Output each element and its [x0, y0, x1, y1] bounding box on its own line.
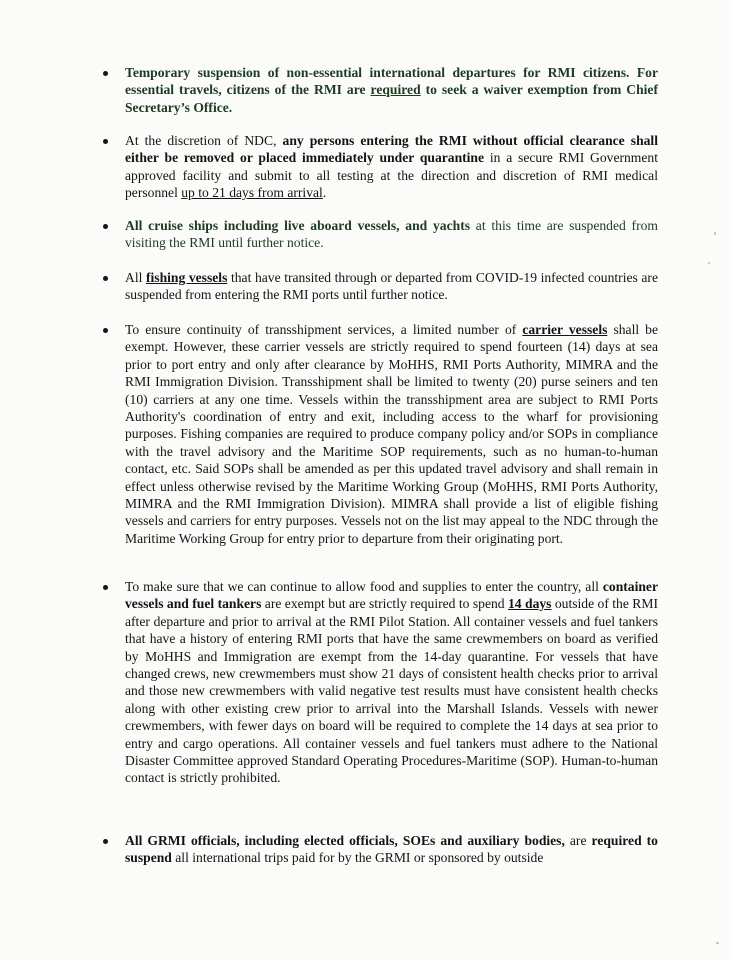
segment: required to suspend — [125, 833, 658, 866]
bullet-icon — [103, 839, 108, 844]
segment: are — [564, 833, 592, 848]
segment: at this time are suspended from visiting the RMI until further notice. — [125, 218, 658, 251]
segment: carrier vessels — [522, 322, 608, 337]
segment: any persons entering the RMI without official clearance shall either be removed or placed immediately under quarantine — [125, 133, 658, 166]
bullet-icon — [103, 328, 108, 333]
segment: outside of the RMI after departure and prior to arrival at the RMI Pilot Station. All container vessels and fuel tankers that have a history of entering RMI ports that have the same crewmembers on board as verified by MoHHS and Immigration are exempt from the 14-day quarantine. For vessels that have changed crews, new crewmembers must show 21 days of consistent health checks prior to arrival and those new crewmembers with valid negative test results must have consistent health checks along with other existing crew prior to arrival into the Marshall Islands. Vessels with newer crewmembers, with fewer days on board will be required to complete the 14 days at sea prior to entry and cargo operations. All container vessels and fuel tankers must adhere to the National Disaster Committee approved Standard Operating Procedures-Maritime (SOP). Human-to-human contact is strictly prohibited. — [125, 596, 658, 786]
segment: All cruise ships including live aboard vessels, and yachts — [125, 218, 471, 233]
segment: that have transited through or departed from COVID-19 infected countries are suspended from entering the RMI ports until further notice. — [125, 270, 658, 303]
scan-speck — [714, 232, 716, 235]
segment: To ensure continuity of transshipment services, a limited number of — [125, 322, 523, 337]
segment: All — [125, 270, 146, 285]
bullet-icon — [103, 585, 108, 590]
bullet-icon — [103, 71, 108, 76]
segment: To make sure that we can continue to allow food and supplies to enter the country, all — [125, 579, 603, 594]
bullet-item-unauthorized-entry — [125, 132, 658, 202]
scan-speck — [716, 942, 719, 944]
segment: container vessels and fuel tankers — [125, 579, 658, 612]
bullet-item-grmi-officials — [125, 832, 658, 867]
segment: up to 21 days from arrival — [181, 185, 323, 201]
segment: are exempt but are strictly required to spend — [261, 596, 508, 612]
segment: required — [370, 82, 421, 98]
segment: to seek a waiver exemption from Chief Secretary’s Office. — [125, 82, 658, 115]
bullet-item-container-vessels — [125, 578, 658, 787]
segment: At the discretion of NDC, — [125, 133, 283, 148]
segment: All GRMI officials, including elected officials, SOEs and auxiliary bodies, — [125, 833, 565, 848]
bullet-item-departures — [125, 64, 658, 116]
bullet-icon — [103, 224, 108, 229]
segment: in a secure RMI Government approved facility and submit to all testing at the direction and discretion of RMI medical personnel — [125, 150, 658, 201]
bullet-item-carrier-vessels — [125, 321, 658, 547]
segment: fishing vessels — [145, 270, 228, 285]
bullet-icon — [103, 139, 108, 144]
bullet-icon — [103, 276, 108, 281]
segment: shall be exempt. However, these carrier vessels are strictly required to spend fourteen (14) days at sea prior to port entry and only after clearance by MoHHS, RMI Ports Authority, MIMRA and the RMI Immigration Division. Transshipment shall be limited to twenty (20) purse seiners and ten (10) carriers at any one time. Vessels within the transshipment area are subject to RMI Ports Authority's coordination of entry and exit, including access to the wharf for provisioning purposes. Fishing companies are required to produce company policy and/or SOPs in compliance with the travel advisory and the Maritime SOP requirements, such as no human-to-human contact, etc. Said SOPs shall be amended as per this updated travel advisory and shall remain in effect unless otherwise revised by the Maritime Working Group (MoHHS, RMI Ports Authority, MIMRA and the RMI Immigration Division). MIMRA shall provide a list of eligible fishing vessels and carriers for entry purposes. Vessels not on the list may appeal to the NDC through the Maritime Working Group for entry prior to departure from their originating port. — [125, 322, 658, 546]
scan-speck — [708, 262, 710, 264]
bullet-item-fishing-vessels — [125, 269, 658, 304]
bullet-item-cruise-ships — [125, 217, 658, 252]
segment: 14 days — [508, 596, 552, 612]
segment: Temporary suspension of non-essential international departures for RMI citizens. For essential travels, citizens of the RMI are — [125, 65, 658, 98]
segment: all international trips paid for by the GRMI or sponsored by outside — [171, 850, 544, 866]
segment: . — [322, 185, 327, 201]
